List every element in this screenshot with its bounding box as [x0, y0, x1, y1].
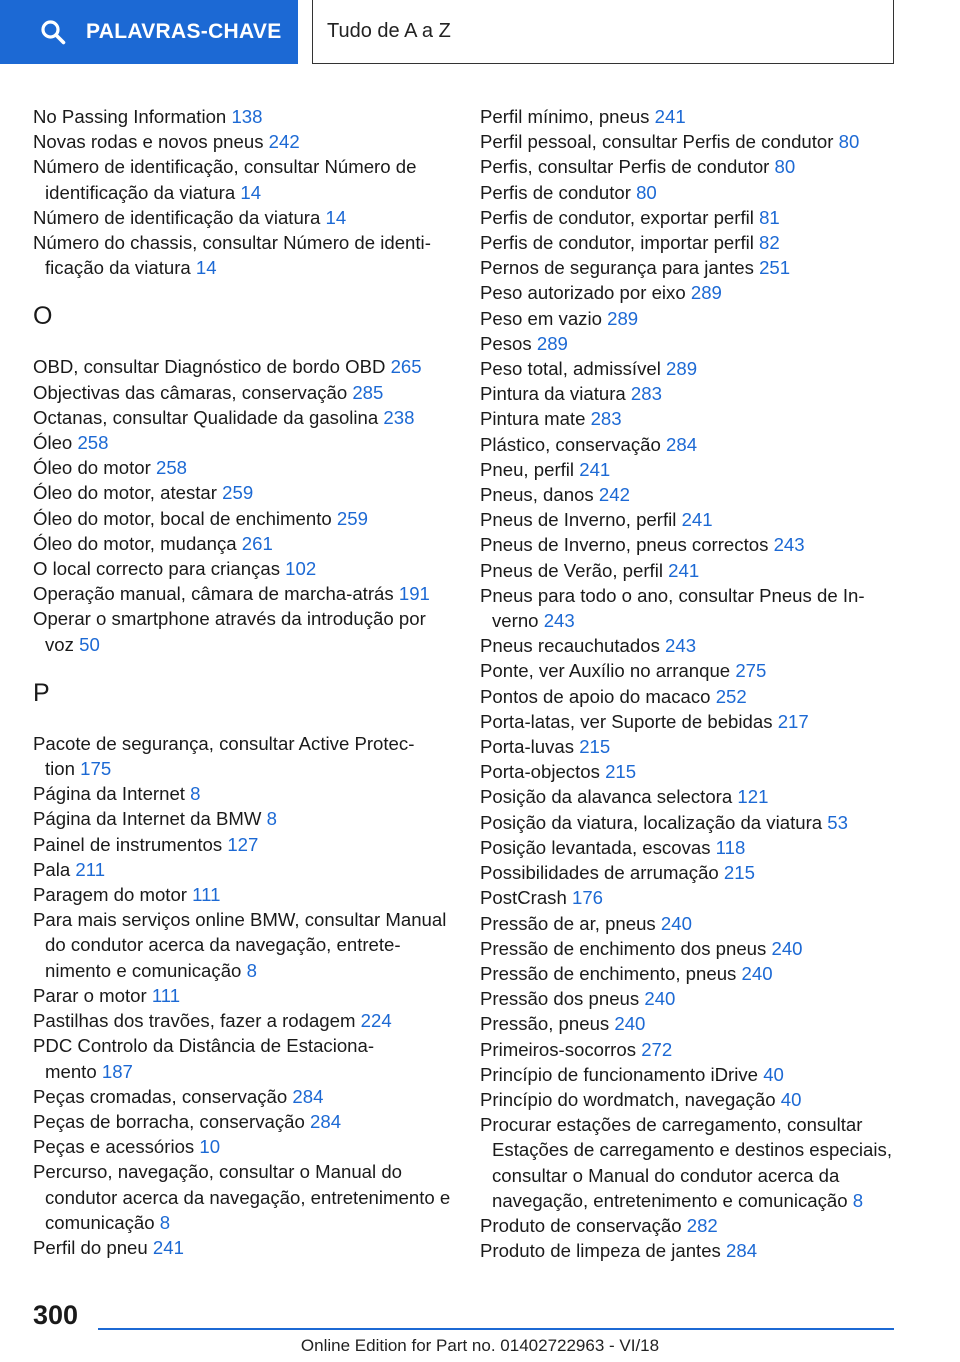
index-entry-text: PostCrash	[480, 887, 567, 909]
index-entry-text: Pressão de enchimento dos pneus	[480, 937, 767, 959]
page-link[interactable]: 241	[681, 509, 713, 531]
section-letter: O	[33, 302, 53, 331]
index-entry	[33, 907, 453, 983]
index-entry	[33, 857, 453, 882]
index-entry-text: Perfis de condutor, importar perfil	[480, 232, 754, 254]
edition-info: Online Edition for Part no. 01402722963 - VI/18	[300, 1336, 660, 1355]
index-entry	[480, 885, 900, 910]
index-entry-text: Perfil pessoal, consultar Perfis de condutor	[480, 131, 834, 153]
index-entry-text: Peso total, admissível	[480, 358, 661, 380]
index-entry-text: Óleo do motor, bocal de enchimento	[33, 507, 332, 529]
tab-a-to-z[interactable]: Tudo de A a Z	[312, 0, 894, 64]
index-entry	[33, 983, 453, 1008]
index-entry-text: Pintura mate	[480, 408, 586, 430]
page-link[interactable]: 289	[536, 332, 568, 354]
index-entry-text: Pneus de Inverno, perfil	[480, 509, 677, 531]
page-link[interactable]: 284	[292, 1085, 324, 1107]
index-entry	[480, 356, 900, 381]
page-link[interactable]: 252	[715, 685, 747, 707]
index-entry	[480, 255, 900, 280]
index-entry	[480, 961, 900, 986]
page-link[interactable]: 80	[774, 156, 796, 178]
index-entry	[33, 1159, 453, 1235]
index-entry	[480, 532, 900, 557]
index-entry-text: Peso em vazio	[480, 307, 602, 329]
page-link[interactable]: 241	[668, 559, 700, 581]
page-link[interactable]: 8	[266, 808, 277, 830]
index-entry-text: Página da Internet	[33, 783, 185, 805]
page-link[interactable]: 176	[571, 887, 604, 909]
index-entry	[33, 104, 453, 129]
page-link[interactable]: 243	[773, 534, 805, 556]
index-entry-text: Página da Internet da BMW	[33, 808, 262, 830]
page-link[interactable]: 284	[726, 1240, 758, 1262]
index-entry	[480, 709, 900, 734]
page-link[interactable]: 14	[240, 181, 262, 203]
index-entry-text: Octanas, consultar Qualidade da gasolina	[33, 406, 379, 428]
index-entry-text: Número de identificação da viatura	[33, 206, 321, 228]
index-entry-text: Ponte, ver Auxílio no arranque	[480, 660, 731, 682]
index-entry-text: Operação manual, câmara de marcha-atrás	[33, 583, 394, 605]
index-entry-text: O local correcto para crianças	[33, 558, 280, 580]
page-link[interactable]: 251	[759, 257, 791, 279]
page-link[interactable]: 240	[644, 988, 676, 1010]
index-entry	[480, 1238, 900, 1263]
index-entry-text: Posição da viatura, localização da viatura	[480, 811, 823, 833]
page-link[interactable]: 275	[735, 660, 767, 682]
index-entry	[33, 832, 453, 857]
page-link[interactable]: 40	[763, 1063, 784, 1085]
page-link[interactable]: 111	[192, 884, 221, 906]
index-entry	[33, 506, 453, 531]
page-link[interactable]: 241	[654, 106, 686, 127]
page-link[interactable]: 14	[325, 206, 347, 228]
index-entry	[480, 860, 900, 885]
index-entry	[33, 1109, 453, 1134]
index-entry-text: Pernos de segurança para jantes	[480, 257, 754, 279]
keywords-button[interactable]	[0, 0, 298, 64]
index-entry-text: Número de identificação, consultar Número de identificação da viatura	[33, 156, 417, 203]
index-entry	[480, 835, 900, 860]
index-entry	[480, 658, 900, 683]
index-entry-text: Objectivas das câmaras, conservação	[33, 381, 348, 403]
page-link[interactable]: 127	[227, 833, 259, 855]
index-entry-text: Óleo do motor, atestar	[33, 482, 217, 504]
page-link[interactable]: 241	[152, 1236, 184, 1258]
page-link[interactable]: 272	[641, 1038, 673, 1060]
index-entry-text: Pressão dos pneus	[480, 988, 640, 1010]
index-entry	[33, 581, 453, 606]
index-entry	[33, 1008, 453, 1033]
page-link[interactable]: 243	[665, 635, 697, 657]
page-link[interactable]: 80	[838, 131, 860, 153]
page-link[interactable]: 240	[660, 912, 692, 934]
page-link[interactable]: 215	[579, 736, 611, 758]
index-entry-text: OBD, consultar Diagnóstico de bordo OBD	[33, 356, 386, 378]
index-entry-text: Perfil do pneu	[33, 1236, 148, 1258]
page-link[interactable]: 289	[690, 282, 722, 304]
index-entry-text: Posição da alavanca selectora	[480, 786, 733, 808]
index-entry-text: Para mais serviços online BMW, consultar Manual do condutor acerca da navegação, entretenimento e comunicação	[33, 909, 447, 981]
page-link[interactable]: 102	[285, 558, 317, 580]
index-entry-text: Perfis, consultar Perfis de condutor	[480, 156, 770, 178]
index-entry	[480, 154, 900, 179]
index-entry	[33, 1134, 453, 1159]
page-link[interactable]: 50	[79, 633, 100, 655]
index-entry	[480, 507, 900, 532]
page-link[interactable]: 121	[737, 786, 769, 808]
page-link[interactable]: 258	[156, 457, 188, 479]
page-link[interactable]: 259	[222, 482, 254, 504]
page-link[interactable]: 282	[686, 1214, 718, 1236]
search-icon	[40, 19, 66, 45]
page-link[interactable]: 283	[630, 383, 662, 405]
page-link[interactable]: 240	[614, 1013, 646, 1035]
index-entry-text: Pneus, danos	[480, 484, 594, 506]
index-entry	[480, 684, 900, 709]
page-link[interactable]: 138	[231, 106, 263, 127]
index-entry	[480, 306, 900, 331]
page-link[interactable]: 217	[777, 710, 809, 732]
index-entry	[33, 1033, 453, 1083]
index-entry-text: Pressão de ar, pneus	[480, 912, 656, 934]
index-entry-text: Paragem do motor	[33, 884, 187, 906]
index-entry	[33, 556, 453, 581]
index-entry	[480, 936, 900, 961]
index-entry	[33, 480, 453, 505]
index-entry	[480, 381, 900, 406]
index-entry	[480, 205, 900, 230]
index-entry-text: Produto de conservação	[480, 1214, 682, 1236]
index-entry-text: Novas rodas e novos pneus	[33, 131, 264, 153]
index-entry-text: Pneus para todo o ano, consultar Pneus de Inverno	[480, 584, 865, 632]
index-entry-text: Pacote de segurança, consultar Active Protection	[33, 732, 415, 780]
index-entry	[33, 1235, 453, 1260]
index-entry	[33, 606, 453, 656]
page-link[interactable]: 211	[75, 858, 106, 880]
index-entry-text: Princípio do wordmatch, navegação	[480, 1088, 776, 1110]
page-link[interactable]: 118	[715, 836, 746, 858]
index-entry	[480, 180, 900, 205]
index-entry	[480, 911, 900, 936]
index-entry-text: Óleo	[33, 432, 73, 454]
page-link[interactable]: 289	[666, 358, 698, 380]
index-entry-text: Peças cromadas, conservação	[33, 1085, 288, 1107]
index-entry-text: Óleo do motor	[33, 457, 151, 479]
index-entry	[480, 583, 900, 633]
page-link[interactable]: 242	[598, 484, 630, 506]
index-entry-text: Pressão, pneus	[480, 1013, 610, 1035]
index-entry-text: Perfis de condutor, exportar perfil	[480, 206, 754, 228]
index-entry-text: Pastilhas dos travões, fazer a rodagem	[33, 1010, 356, 1032]
index-entry	[33, 380, 453, 405]
index-entry	[480, 129, 900, 154]
top-navigation	[0, 0, 960, 66]
index-entry-text: Porta-luvas	[480, 736, 575, 758]
index-entry	[480, 1112, 900, 1213]
index-entry	[33, 230, 453, 280]
index-entry	[480, 331, 900, 356]
page-link[interactable]: 224	[360, 1010, 392, 1032]
index-entry	[480, 734, 900, 759]
page-link[interactable]: 80	[636, 181, 657, 203]
index-entry-text: Número do chassis, consultar Número de identificação da viatura	[33, 232, 431, 279]
index-entry	[480, 432, 900, 457]
page-link[interactable]: 284	[310, 1110, 342, 1132]
page-link[interactable]: 242	[268, 131, 300, 153]
index-entry-text: Pontos de apoio do macaco	[480, 685, 711, 707]
index-entry	[480, 1087, 900, 1112]
page-link[interactable]: 82	[759, 232, 780, 254]
index-entry	[480, 1062, 900, 1087]
page-link[interactable]: 284	[666, 433, 698, 455]
index-entry-text: Porta-objectos	[480, 761, 600, 783]
index-entry	[480, 810, 900, 835]
index-entry	[480, 406, 900, 431]
index-entry	[33, 806, 453, 831]
page-link[interactable]: 187	[101, 1060, 133, 1082]
index-entry-text: Peças de borracha, conservação	[33, 1110, 305, 1132]
index-entry	[33, 354, 453, 379]
index-entry-text: Painel de instrumentos	[33, 833, 223, 855]
index-entry	[480, 986, 900, 1011]
page-link[interactable]: 8	[246, 959, 257, 981]
index-entry-text: Peso autorizado por eixo	[480, 282, 686, 304]
index-entry-text: PDC Controlo da Distância de Estacionamento	[33, 1035, 375, 1082]
index-entry	[33, 455, 453, 480]
page-link[interactable]: 53	[827, 811, 848, 833]
index-entry	[480, 633, 900, 658]
page-number: 300	[33, 1300, 79, 1330]
index-entry	[33, 1084, 453, 1109]
index-entry	[480, 1011, 900, 1036]
section-letter: P	[33, 678, 50, 707]
page-link[interactable]: 215	[723, 862, 755, 884]
index-entry	[480, 280, 900, 305]
index-entry-text: Plástico, conservação	[480, 433, 661, 455]
page-link[interactable]: 215	[605, 761, 637, 783]
page-link[interactable]: 238	[383, 406, 415, 428]
page-link[interactable]: 14	[195, 257, 217, 279]
index-entry	[480, 784, 900, 809]
page-link[interactable]: 81	[759, 206, 780, 228]
index-entry-text: Peças e acessórios	[33, 1136, 195, 1158]
index-entry-text: Pintura da viatura	[480, 383, 626, 405]
page-link[interactable]: 258	[77, 432, 109, 454]
index-column-left	[33, 104, 453, 1260]
footer-divider	[98, 1328, 894, 1330]
page-link[interactable]: 10	[199, 1136, 221, 1158]
index-entry-text: Óleo do motor, mudança	[33, 532, 237, 554]
index-entry-text: Posição levantada, escovas	[480, 836, 711, 858]
page-link[interactable]: 111	[151, 984, 181, 1006]
index-entry	[33, 129, 453, 154]
page-link[interactable]: 191	[398, 583, 430, 605]
page-link[interactable]: 289	[607, 307, 639, 329]
index-entry	[33, 882, 453, 907]
index-entry-text: Princípio de funcionamento iDrive	[480, 1063, 759, 1085]
index-entry	[33, 430, 453, 455]
page-link[interactable]: 8	[190, 783, 201, 805]
index-entry-text: Pneus de Verão, perfil	[480, 559, 663, 581]
page-link[interactable]: 40	[780, 1088, 802, 1110]
index-entry-text: Pesos	[480, 332, 532, 354]
index-entry-text: Operar o smartphone através da introdução por voz	[33, 608, 426, 655]
index-entry	[33, 531, 453, 556]
page-link[interactable]: 241	[579, 458, 611, 480]
index-entry-text: Pneu, perfil	[480, 458, 575, 480]
index-entry	[480, 230, 900, 255]
index-entry	[33, 405, 453, 430]
index-entry-text: Possibilidades de arrumação	[480, 862, 719, 884]
index-entry-text: Parar o motor	[33, 984, 147, 1006]
index-entry	[480, 759, 900, 784]
index-entry	[480, 1213, 900, 1238]
index-entry-text: Pala	[33, 858, 71, 880]
page-link[interactable]: 283	[590, 408, 622, 430]
index-entry	[480, 558, 900, 583]
page-link[interactable]: 8	[159, 1211, 171, 1233]
index-entry	[480, 104, 900, 129]
page-link[interactable]: 240	[771, 937, 803, 959]
index-entry	[480, 457, 900, 482]
index-entry-text: Procurar estações de carregamento, consultar Estações de carregamento e destinos especiais, consultar o Manual do condutor acerca da navegação, entretenimento e comunicação	[480, 1114, 892, 1211]
page-link[interactable]: 285	[352, 381, 384, 403]
page-link[interactable]: 259	[336, 507, 368, 529]
index-entry	[33, 205, 453, 230]
index-entry	[33, 154, 453, 204]
index-entry-text: Produto de limpeza de jantes	[480, 1240, 721, 1262]
index-entry-text: Perfis de condutor	[480, 181, 631, 203]
index-column-right	[480, 104, 900, 1263]
index-entry	[480, 1037, 900, 1062]
index-entry-text: Percurso, navegação, consultar o Manual do condutor acerca da navegação, entretenimento e comunicação	[33, 1161, 451, 1233]
page-link[interactable]: 8	[852, 1189, 864, 1211]
index-entry	[480, 482, 900, 507]
page-link[interactable]: 175	[80, 758, 112, 780]
index-entry-text: Pneus de Inverno, pneus correctos	[480, 534, 769, 556]
page-link[interactable]: 261	[241, 532, 273, 554]
page-link[interactable]: 240	[741, 962, 773, 984]
index-entry	[33, 781, 453, 806]
index-entry-text: Pneus recauchutados	[480, 635, 660, 657]
index-entry-text: Pressão de enchimento, pneus	[480, 962, 737, 984]
index-entry-text: Porta-latas, ver Suporte de bebidas	[480, 710, 773, 732]
keywords-label: PALAVRAS-CHAVE	[86, 20, 282, 43]
page-link[interactable]: 265	[390, 356, 422, 378]
index-entry	[33, 731, 453, 781]
index-entry-text: No Passing Information	[33, 106, 227, 127]
page-link[interactable]: 243	[543, 610, 575, 632]
index-entry-text: Primeiros-socorros	[480, 1038, 637, 1060]
index-entry-text: Perfil mínimo, pneus	[480, 106, 650, 127]
